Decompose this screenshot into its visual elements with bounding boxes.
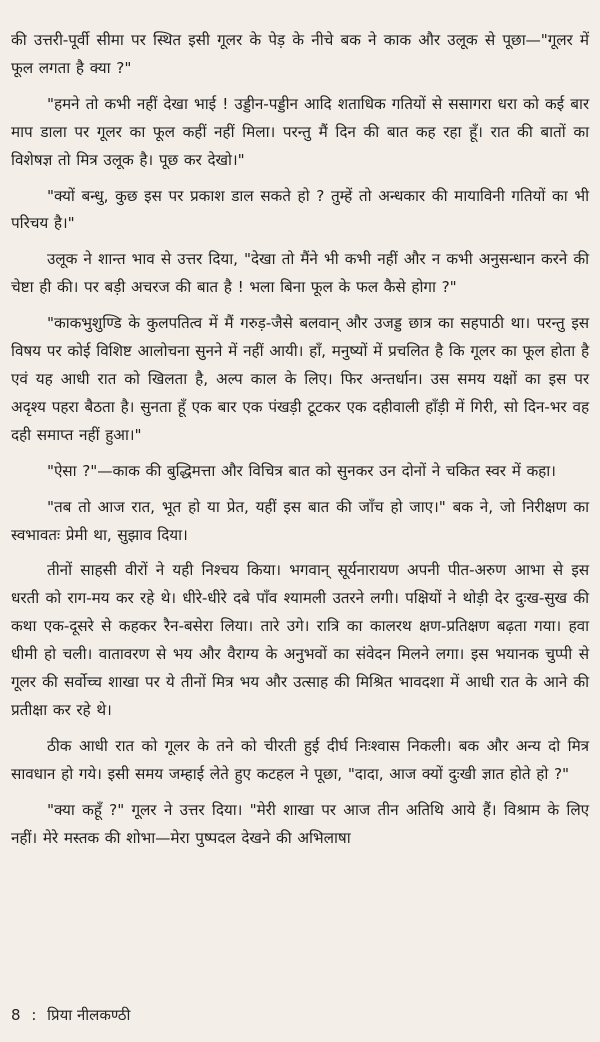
paragraph-4: उलूक ने शान्त भाव से उत्तर दिया, "देखा तो मैंने भी कभी नहीं और न कभी अनुसन्धान करने की चेष्टा ही की। पर बड़ी अचरज की बात है ! भला बिना फूल के फल कैसे होगा ?" <box>11 250 589 297</box>
paragraph-8: तीनों साहसी वीरों ने यही निश्चय किया। भगवान् सूर्यनारायण अपनी पीत-अरुण आभा से इस धरती को राग-मय कर रहे थे। धीरे-धीरे दबे पाँव श्यामली उतरने लगी। पक्षियों ने थोड़ी देर दुःख-सुख की कथा एक-दूसरे से कहकर रैन-बसेरा लिया। तारे उगे। रात्रि का कालरथ क्षण-प्रतिक्षण बढ़ता गया। हवा धीमी हो चली। वातावरण से भय और वैराग्य के अनुभवों का संवेदन मिलने लगा। इस भयानक चुप्पी से गूलर की सर्वोच्च शाखा पर ये तीनों मित्र भय और उत्साह की मिश्रित भावदशा में आधी रात के आने की प्रतीक्षा कर रहे थे। <box>11 561 589 719</box>
paragraph-10: "क्या कहूँ ?" गूलर ने उत्तर दिया। "मेरी शाखा पर आज तीन अतिथि आये हैं। विश्राम के लिए नहीं। मेरे मस्तक की शोभा—मेरा पुष्पदल देखने की अभिलाषा <box>11 800 589 847</box>
paragraph-3: "क्यों बन्धु, कुछ इस पर प्रकाश डाल सकते हो ? तुम्हें तो अन्धकार की मायाविनी गतियों का भी परिचय है।" <box>11 186 589 233</box>
paragraph-5: "काकभुशुण्डि के कुलपतित्व में मैं गरुड़-जैसे बलवान् और उजड्ड छात्र का सहपाठी था। परन्तु इस विषय पर कोई विशिष्ट आलोचना सुनने में नहीं आयी। हाँ, मनुष्यों में प्रचलित है कि गूलर का फूल होता है एवं यह आधी रात को खिलता है, अल्प काल के लिए। फिर अन्तर्धान। उस समय यक्षों का इस पर अदृश्य पहरा बैठता है। सुनता हूँ एक बार एक पंखड़ी टूटकर एक दहीवाली हाँड़ी में गिरी, सो दिन-भर वह दही समाप्त नहीं हुआ।" <box>11 314 589 444</box>
paragraph-9: ठीक आधी रात को गूलर के तने को चीरती हुई दीर्घ निःश्वास निकली। बक और अन्य दो मित्र सावधान हो गये। इसी समय जम्हाई लेते हुए कटहल ने पूछा, "दादा, आज क्यों दुःखी ज्ञात होते हो ?" <box>11 736 589 783</box>
paragraph-7: "तब तो आज रात, भूत हो या प्रेत, यहीं इस बात की जाँच हो जाए।" बक ने, जो निरीक्षण का स्वभावतः प्रेमी था, सुझाव दिया। <box>11 497 589 544</box>
page-number: 8 <box>11 1006 21 1024</box>
page-footer <box>11 1005 130 1025</box>
paragraph-2: "हमने तो कभी नहीं देखा भाई ! उड्डीन-पड्डीन आदि शताधिक गतियों से ससागरा धरा को कई बार माप डाला पर गूलर का फूल कहीं नहीं मिला। परन्तु मैं दिन की बात कह रहा हूँ। रात की बातों का विशेषज्ञ तो मित्र उलूक है। पूछ कर देखो।" <box>11 94 589 169</box>
paragraph-1: की उत्तरी-पूर्वी सीमा पर स्थित इसी गूलर के पेड़ के नीचे बक ने काक और उलूक से पूछा—"गूलर में फूल लगता है क्या ?" <box>11 31 589 77</box>
paragraph-6: "ऐसा ?"—काक की बुद्धिमत्ता और विचित्र बात को सुनकर उन दोनों ने चकित स्वर में कहा। <box>47 461 556 480</box>
book-title: प्रिया नीलकण्ठी <box>47 1006 131 1024</box>
footer-separator: : <box>31 1006 37 1024</box>
